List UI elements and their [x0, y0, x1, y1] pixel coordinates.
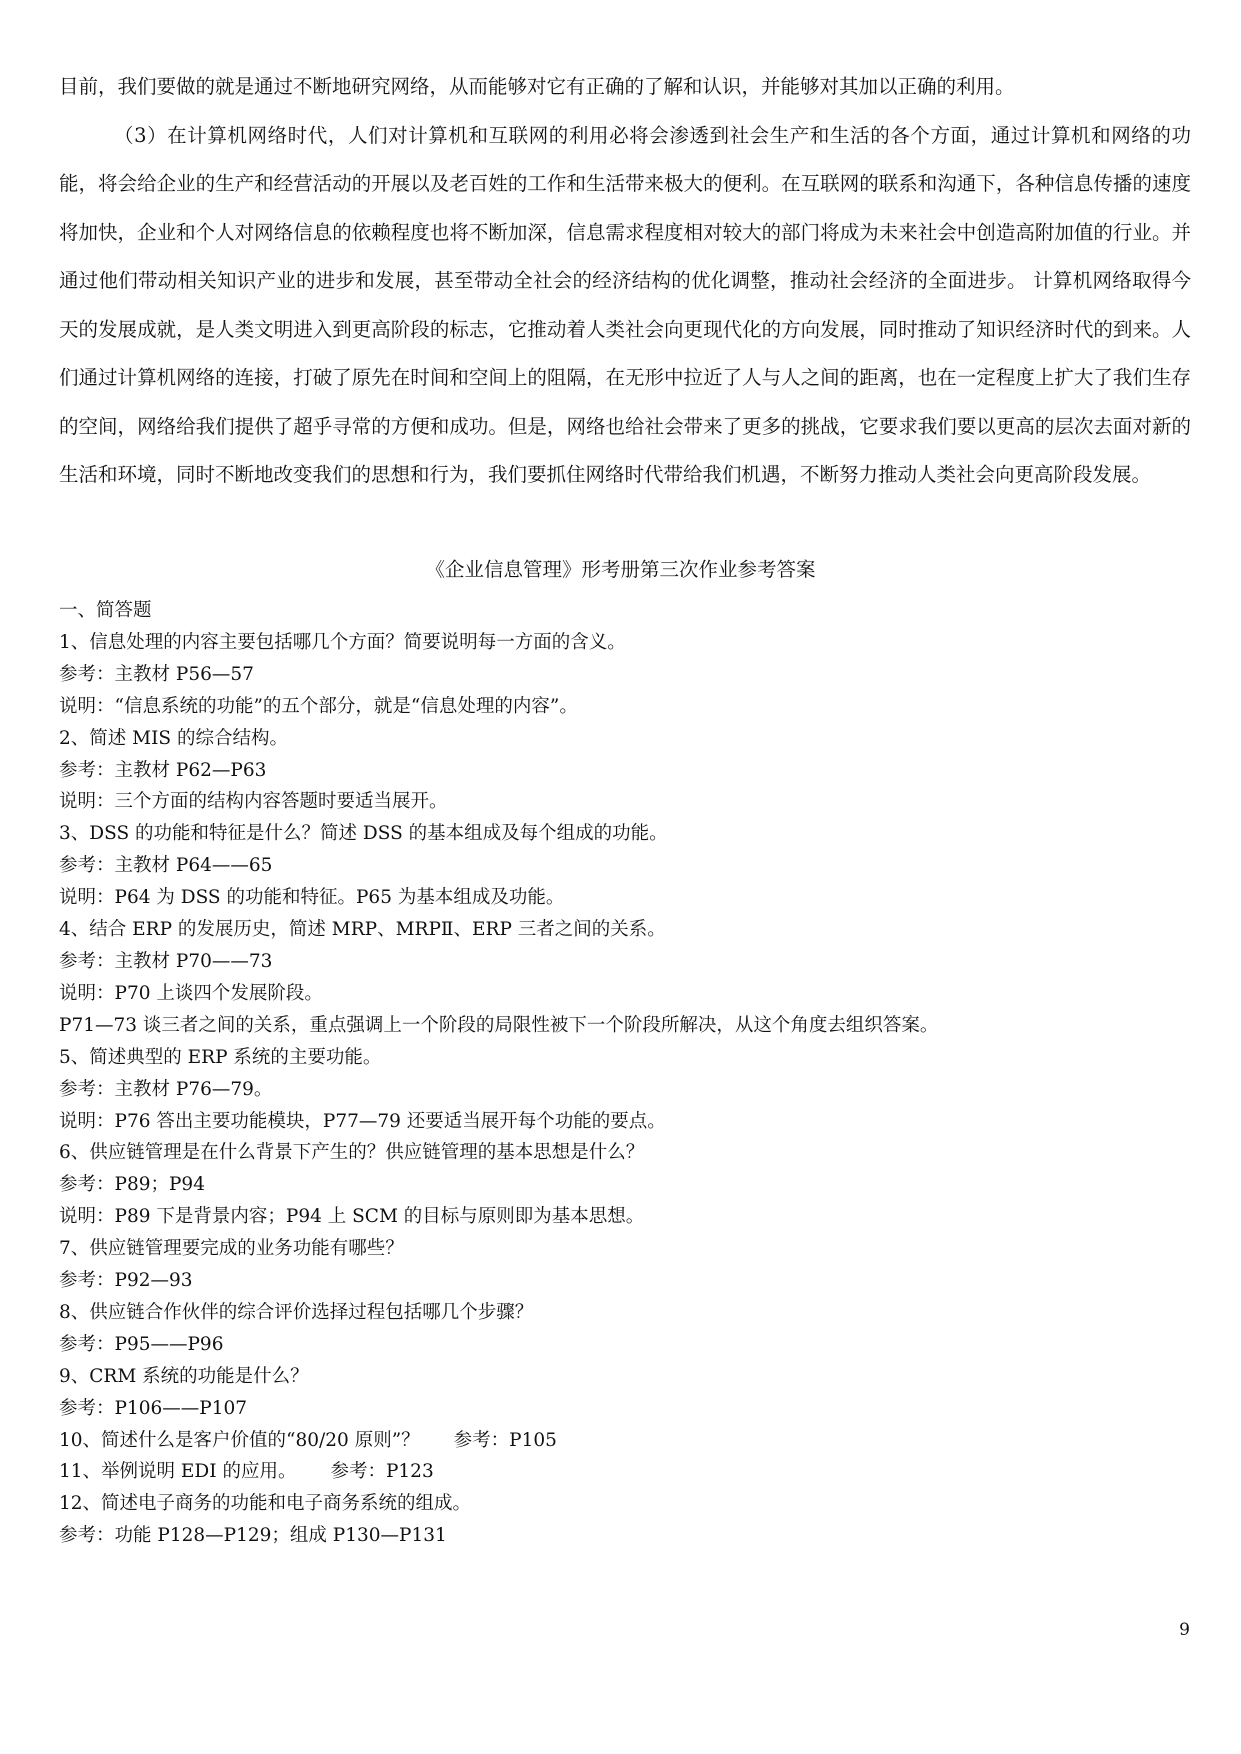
question-4: 4、结合 ERP 的发展历史，简述 MRP、MRPⅡ、ERP 三者之间的关系。 [59, 919, 666, 941]
question-11-row [59, 1456, 1191, 1488]
reference-12: 参考：功能 P128—P129；组成 P130—P131 [59, 1525, 447, 1547]
reference-3: 参考：主教材 P64——65 [59, 855, 273, 877]
question-12: 12、简述电子商务的功能和电子商务系统的组成。 [59, 1493, 472, 1515]
paragraph-continuation: 目前，我们要做的就是通过不断地研究网络，从而能够对它有正确的了解和认识，并能够对其加以正确的利用。 [59, 75, 1015, 98]
question-5: 5、简述典型的 ERP 系统的主要功能。 [59, 1046, 382, 1068]
reference-4: 参考：主教材 P70——73 [59, 950, 273, 972]
question-6: 6、供应链管理是在什么背景下产生的？供应链管理的基本思想是什么？ [59, 1142, 645, 1164]
reference-8: 参考：P95——P96 [59, 1333, 224, 1355]
page-number: 9 [1179, 1620, 1190, 1640]
question-7: 7、供应链管理要完成的业务功能有哪些？ [59, 1238, 404, 1260]
reference-9: 参考：P106——P107 [59, 1397, 248, 1419]
reference-1: 参考：主教材 P56—57 [59, 663, 254, 685]
reference-11: 参考：P123 [330, 1461, 434, 1483]
note-6: 说明：P89 下是背景内容；P94 上 SCM 的目标与原则即为基本思想。 [59, 1206, 645, 1228]
question-9: 9、CRM 系统的功能是什么？ [59, 1365, 309, 1387]
question-2: 2、简述 MIS 的综合结构。 [59, 727, 288, 749]
note-1: 说明：“信息系统的功能”的五个部分，就是“信息处理的内容”。 [59, 695, 578, 717]
document-title: 《企业信息管理》形考册第三次作业参考答案 [425, 558, 816, 581]
question-8: 8、供应链合作伙伴的综合评价选择过程包括哪几个步骤？ [59, 1301, 534, 1323]
note-2: 说明：三个方面的结构内容答题时要适当展开。 [59, 791, 448, 813]
reference-7: 参考：P92—93 [59, 1270, 193, 1292]
question-list [59, 595, 1191, 1552]
question-10: 10、简述什么是客户价值的“80/20 原则”？ [59, 1429, 420, 1451]
reference-10: 参考：P105 [453, 1429, 557, 1451]
body-text [59, 63, 1191, 500]
reference-5: 参考：主教材 P76—79。 [59, 1078, 273, 1100]
question-3: 3、DSS 的功能和特征是什么？简述 DSS 的基本组成及每个组成的功能。 [59, 823, 668, 845]
question-10-row [59, 1425, 1191, 1457]
note-3: 说明：P64 为 DSS 的功能和特征。P65 为基本组成及功能。 [59, 887, 565, 909]
note-4: 说明：P70 上谈四个发展阶段。 [59, 982, 323, 1004]
question-1: 1、信息处理的内容主要包括哪几个方面？简要说明每一方面的含义。 [59, 631, 626, 653]
reference-6: 参考：P89；P94 [59, 1174, 205, 1196]
paragraph-3: （3）在计算机网络时代，人们对计算机和互联网的利用必将会渗透到社会生产和生活的各个方面，通过计算机和网络的功能，将会给企业的生产和经营活动的开展以及老百姓的工作和生活带来极大的便利。在互联网的联系和沟通下，各种信息传播的速度将加快，企业和个人对网络信息的依赖程度也将不断加深，信息需求程度相对较大的部门将成为未来社会中创造高附加值的行业。并通过他们带动相关知识产业的进步和发展，甚至带动全社会的经济结构的优化调整，推动社会经济的全面进步。 计算机网络取得今天的发展成就，是人类文明进入到更高阶段的标志，它推动着人类社会向更现代化的方向发展，同时推动了知识经济时代的到来。人们通过计算机网络的连接，打破了原先在时间和空间上的阻隔，在无形中拉近了人与人之间的距离，也在一定程度上扩大了我们生存的空间，网络给我们提供了超乎寻常的方便和成功。但是，网络也给社会带来了更多的挑战，它要求我们要以更高的层次去面对新的生活和环境，同时不断地改变我们的思想和行为，我们要抓住网络时代带给我们机遇，不断努力推动人类社会向更高阶段发展。 [59, 123, 1191, 486]
note-5: 说明：P76 答出主要功能模块，P77—79 还要适当展开每个功能的要点。 [59, 1110, 666, 1132]
note-4-continued: P71—73 谈三者之间的关系，重点强调上一个阶段的局限性被下一个阶段所解决，从这个角度去组织答案。 [59, 1014, 939, 1036]
section-heading: 一、简答题 [59, 600, 152, 621]
reference-2: 参考：主教材 P62—P63 [59, 759, 267, 781]
question-11: 11、举例说明 EDI 的应用。 [59, 1461, 297, 1483]
